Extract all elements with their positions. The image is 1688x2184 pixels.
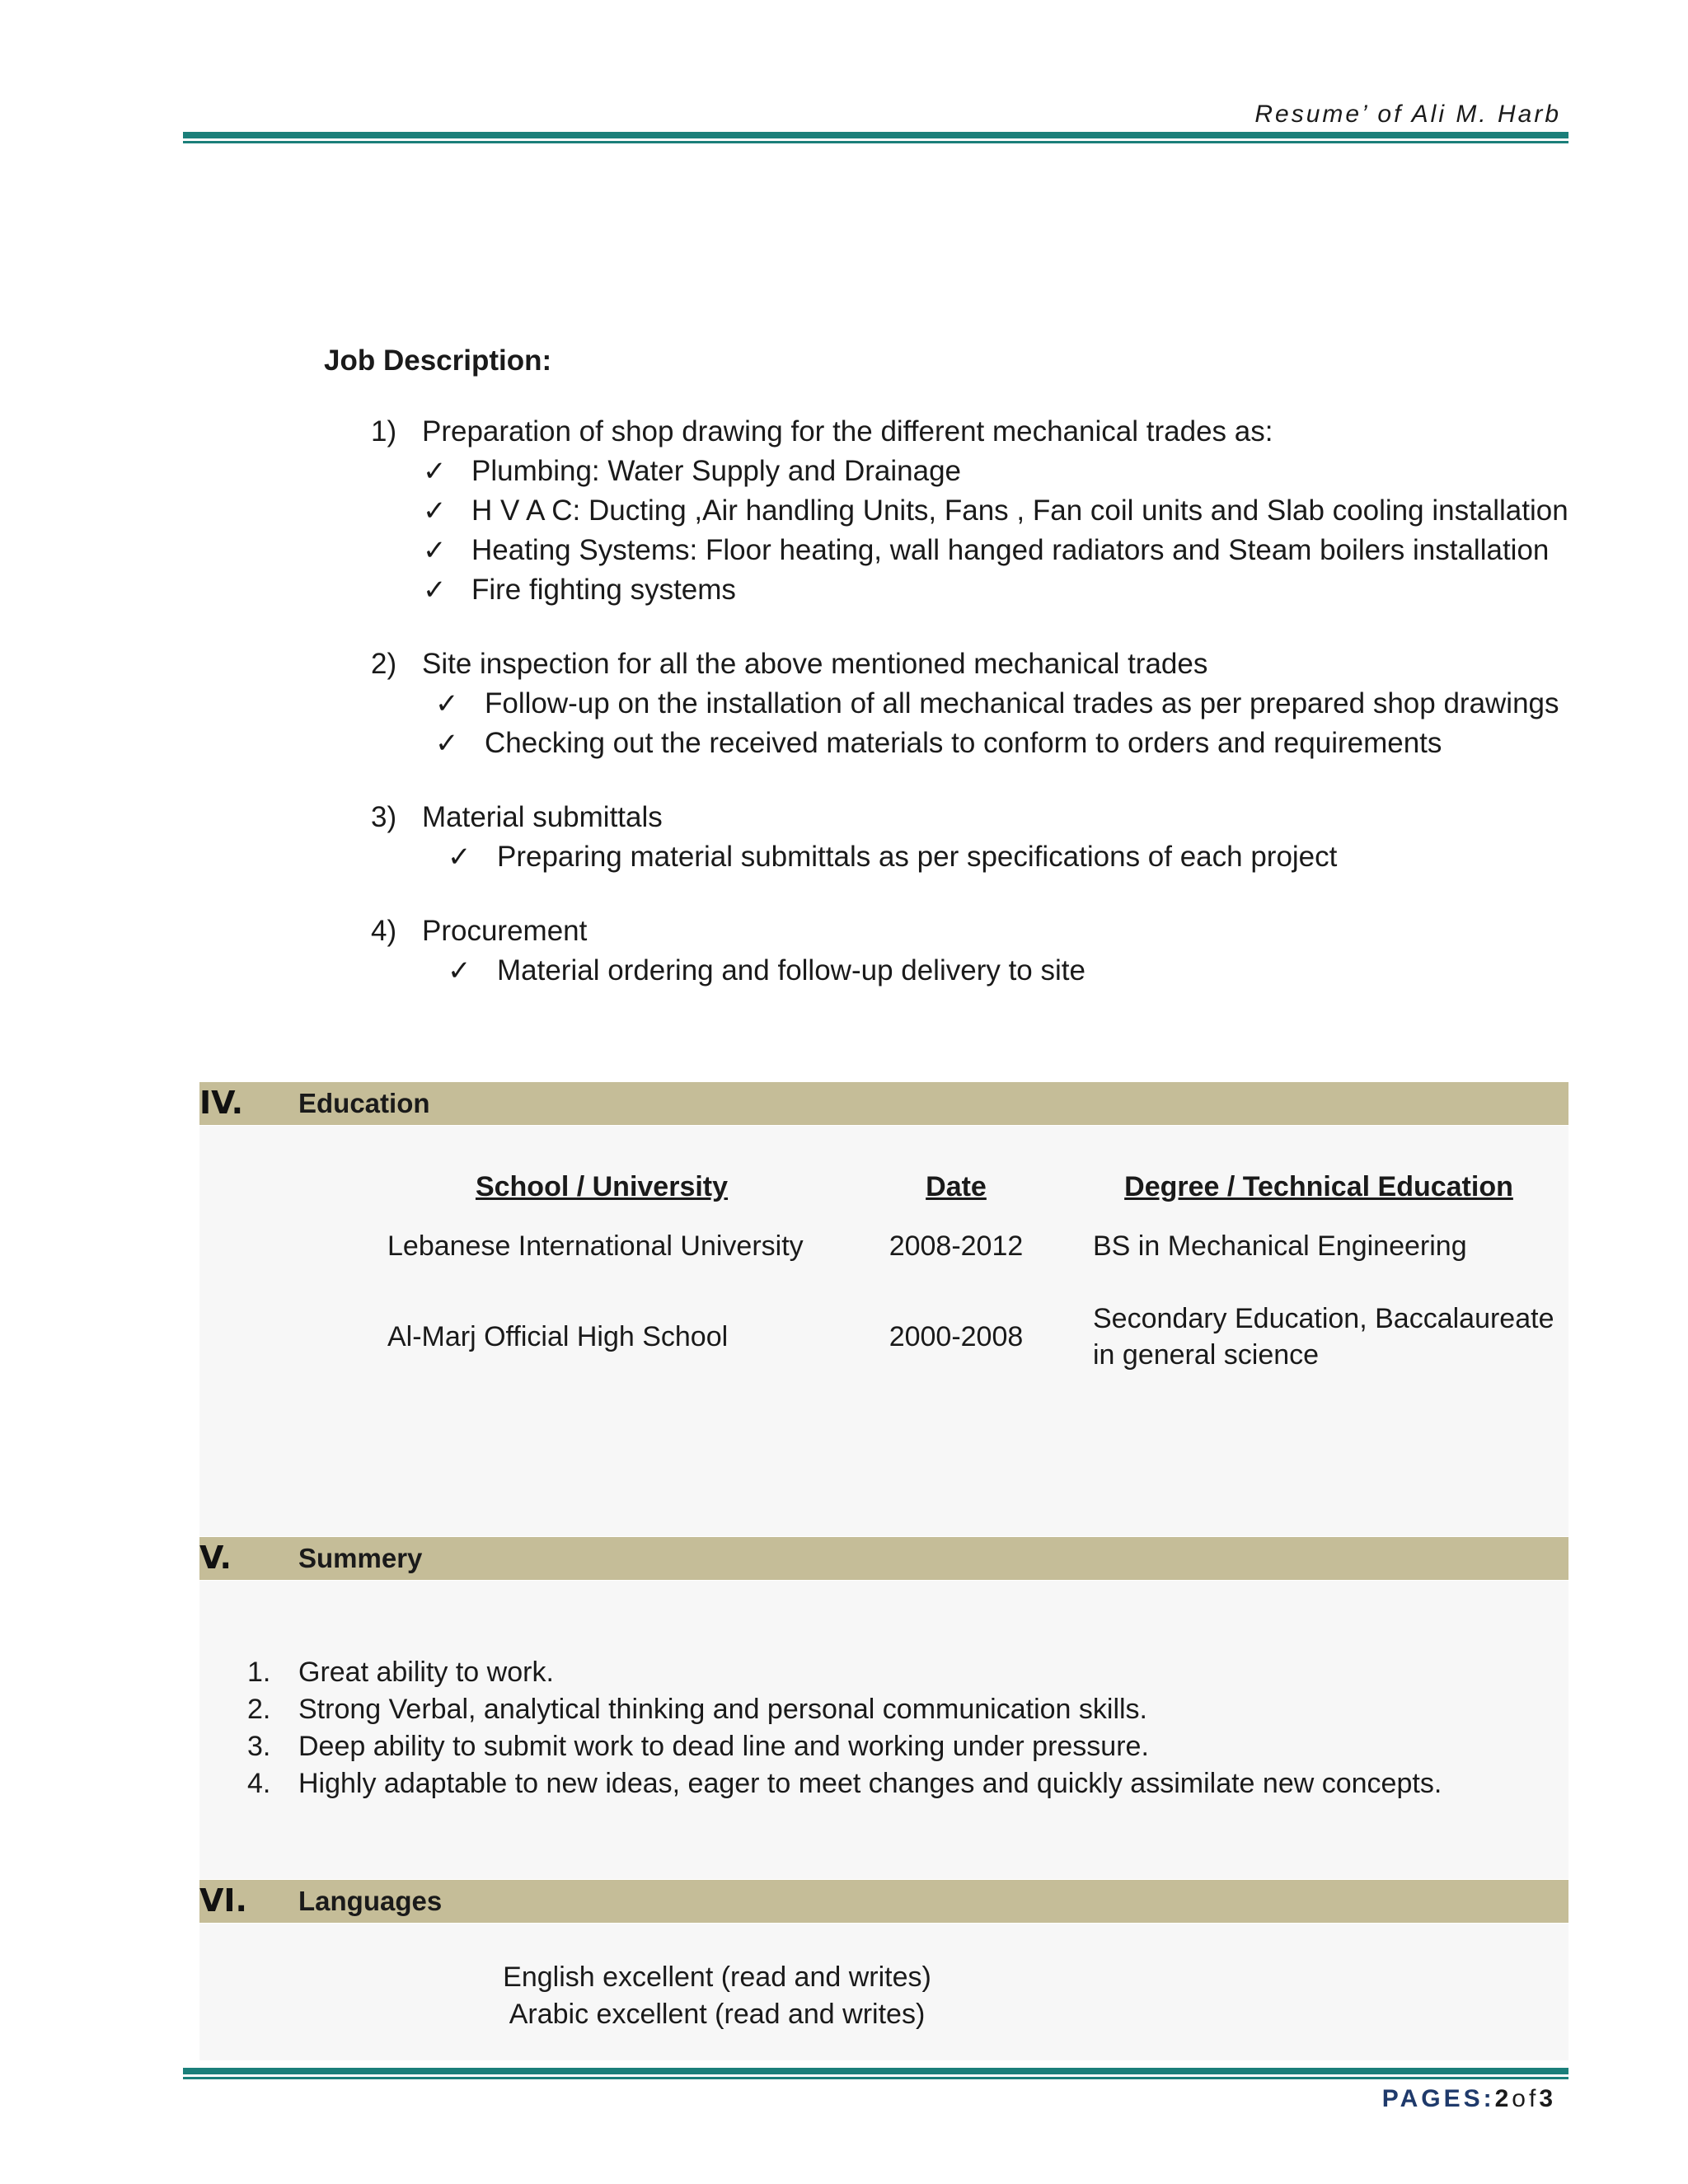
summary-item-number: 3. (247, 1731, 271, 1762)
task-text: Procurement (422, 915, 588, 947)
table-cell-date: 2008-2012 (889, 1230, 1024, 1262)
task-number: 2) (371, 648, 397, 680)
task-text: Preparation of shop drawing for the different mechanical trades as: (422, 415, 1273, 448)
resume-header-title: Resume’ of Ali M. Harb (1254, 101, 1561, 128)
summary-item-text: Deep ability to submit work to dead line and working under pressure. (298, 1731, 1149, 1762)
section-number: VI. (199, 1882, 247, 1919)
bullet-text: Fire fighting systems (471, 574, 736, 606)
table-cell-school: Lebanese International University (387, 1230, 804, 1262)
table-header-date: Date (926, 1171, 987, 1202)
section-number: V. (199, 1540, 232, 1576)
table-cell-degree: in general science (1093, 1339, 1320, 1371)
table-cell-degree: BS in Mechanical Engineering (1093, 1230, 1467, 1262)
bullet-text: Follow-up on the installation of all mechanical trades as per prepared shop drawings (485, 687, 1559, 719)
check-icon: ✓ (448, 841, 471, 873)
bullet-text: Checking out the received materials to conform to orders and requirements (485, 727, 1442, 759)
job-description-heading: Job Description: (324, 344, 552, 377)
bullet-text: H V A C: Ducting ,Air handling Units, Fans , Fan coil units and Slab cooling installation (471, 494, 1568, 527)
task-number: 4) (371, 915, 397, 947)
check-icon: ✓ (423, 535, 447, 566)
table-header-school: School / University (475, 1171, 729, 1202)
page-label: PAGES: (1381, 2085, 1495, 2112)
task-text: Material submittals (422, 801, 663, 833)
header-rule-thick (183, 132, 1568, 138)
bullet-text: Plumbing: Water Supply and Drainage (471, 455, 962, 487)
table-cell-school: Al-Marj Official High School (387, 1321, 729, 1352)
bullet-text: Material ordering and follow-up delivery to site (497, 954, 1085, 987)
task-text: Site inspection for all the above mentioned mechanical trades (422, 648, 1208, 680)
task-number: 1) (371, 415, 397, 448)
section-number: IV. (199, 1085, 244, 1121)
table-cell-degree: Secondary Education, Baccalaureate (1093, 1303, 1554, 1334)
header-rule-thin (183, 141, 1568, 143)
task-number: 3) (371, 801, 397, 833)
summary-item-number: 4. (247, 1768, 271, 1799)
bullet-text: Preparing material submittals as per specifications of each project (497, 841, 1338, 873)
summary-item-text: Great ability to work. (298, 1657, 554, 1688)
table-cell-date: 2000-2008 (889, 1321, 1024, 1352)
summary-item-number: 2. (247, 1694, 271, 1725)
education-section-band (199, 1082, 1568, 1125)
check-icon: ✓ (435, 728, 459, 759)
check-icon: ✓ (435, 688, 459, 719)
footer-rule-thick (183, 2068, 1568, 2074)
page-current: 2 (1494, 2085, 1512, 2112)
summary-panel (199, 1581, 1568, 1879)
summary-item-text: Highly adaptable to new ideas, eager to meet changes and quickly assimilate new concepts. (298, 1768, 1442, 1799)
summary-item-number: 1. (247, 1657, 271, 1688)
language-item: English excellent (read and writes) (503, 1961, 931, 1993)
check-icon: ✓ (448, 955, 471, 987)
check-icon: ✓ (423, 456, 447, 487)
languages-section-band (199, 1880, 1568, 1923)
bullet-text: Heating Systems: Floor heating, wall hanged radiators and Steam boilers installation (471, 534, 1550, 566)
footer-rule-thin (183, 2077, 1568, 2079)
section-title: Education (298, 1088, 430, 1118)
page-of: of (1512, 2085, 1540, 2112)
section-title: Summery (298, 1543, 423, 1573)
summary-section-band (199, 1537, 1568, 1580)
check-icon: ✓ (423, 495, 447, 527)
page-total: 3 (1539, 2085, 1556, 2112)
section-title: Languages (298, 1886, 443, 1916)
summary-item-text: Strong Verbal, analytical thinking and personal communication skills. (298, 1694, 1147, 1725)
table-header-degree: Degree / Technical Education (1124, 1171, 1513, 1202)
page-indicator (1382, 2085, 1556, 2113)
check-icon: ✓ (423, 574, 447, 606)
language-item: Arabic excellent (read and writes) (509, 1999, 926, 2030)
